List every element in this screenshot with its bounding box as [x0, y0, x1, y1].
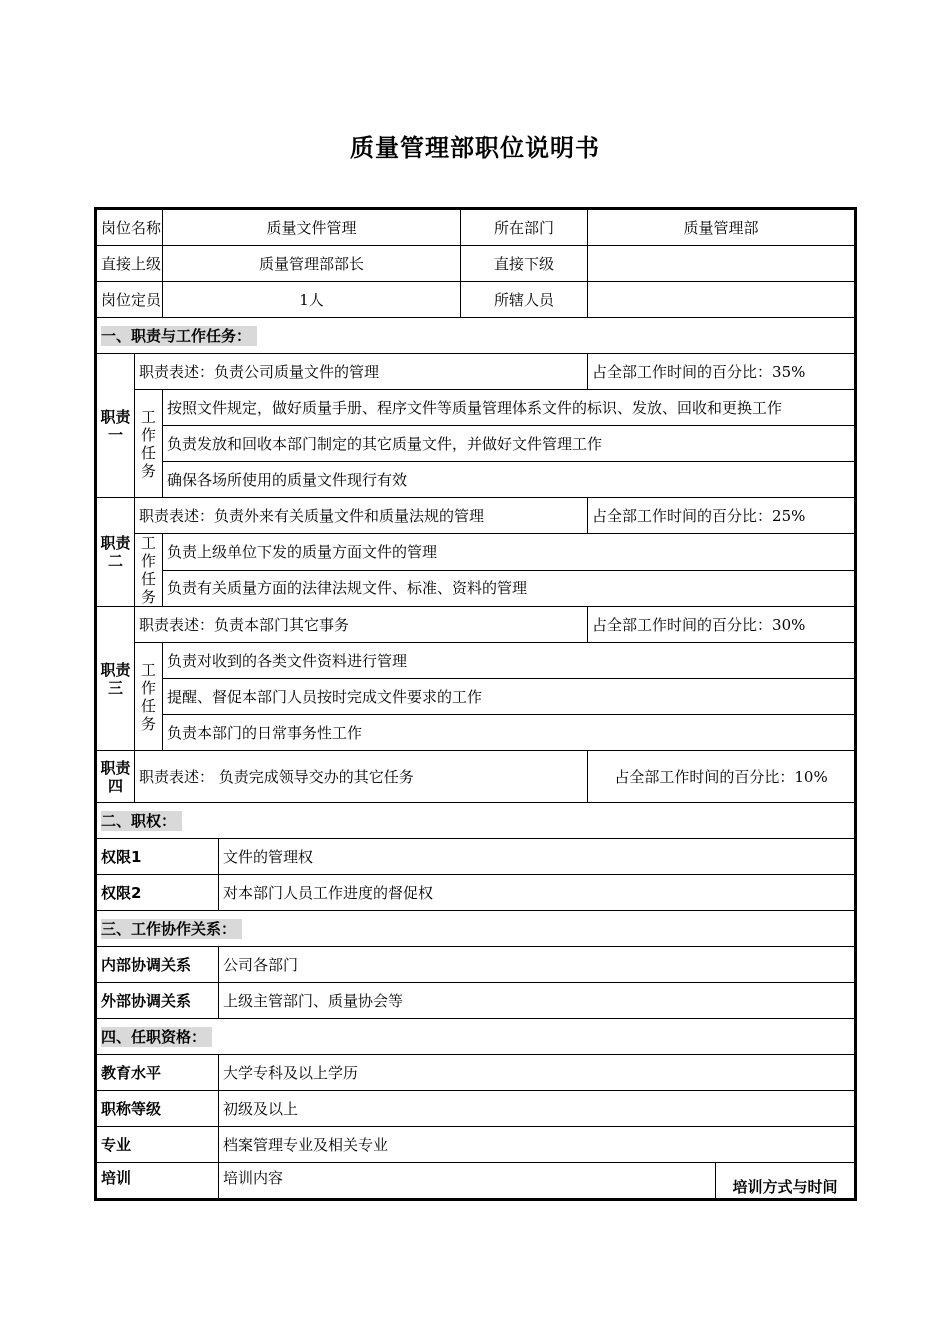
info-row	[97, 210, 855, 246]
qualification-row	[97, 1055, 855, 1091]
task-label: 工作任务	[135, 643, 163, 751]
relation-value: 公司各部门	[219, 947, 855, 983]
label-direct-subordinate: 直接下级	[461, 246, 588, 282]
duty-description: 职责表述：负责外来有关质量文件和质量法规的管理	[135, 498, 588, 534]
duty-description: 职责表述：负责公司质量文件的管理	[135, 354, 588, 390]
duty-row	[97, 607, 855, 643]
section2-heading: 二、职权：	[101, 811, 182, 831]
task-row	[97, 643, 855, 679]
section1-heading: 一、职责与工作任务：	[101, 326, 257, 346]
value-direct-subordinate	[588, 246, 855, 282]
authority-value: 文件的管理权	[219, 839, 855, 875]
label-department: 所在部门	[461, 210, 588, 246]
qualification-row	[97, 1091, 855, 1127]
authority-label: 权限2	[97, 875, 219, 911]
section3-heading: 三、工作协作关系：	[101, 919, 242, 939]
relation-row	[97, 947, 855, 983]
relation-label: 内部协调关系	[97, 947, 219, 983]
task-row	[97, 426, 855, 462]
duty-row	[97, 751, 855, 803]
page-title: 质量管理部职位说明书	[350, 134, 600, 162]
info-row	[97, 246, 855, 282]
task-row	[97, 390, 855, 426]
task-row	[97, 570, 855, 607]
task-row	[97, 462, 855, 498]
qualification-row	[97, 1127, 855, 1163]
duty-label: 职责四	[97, 751, 135, 803]
duty-description: 职责表述：负责本部门其它事务	[135, 607, 588, 643]
label-headcount: 岗位定员	[97, 282, 163, 318]
value-position-name: 质量文件管理	[163, 210, 461, 246]
section-heading	[97, 803, 855, 839]
task-item: 负责对收到的各类文件资料进行管理	[163, 643, 855, 679]
section-heading	[97, 911, 855, 947]
task-item: 负责有关质量方面的法律法规文件、标准、资料的管理	[163, 570, 855, 607]
task-item: 负责发放和回收本部门制定的其它质量文件，并做好文件管理工作	[163, 426, 855, 462]
relation-value: 上级主管部门、质量协会等	[219, 983, 855, 1019]
label-position-name: 岗位名称	[97, 210, 163, 246]
value-headcount: 1人	[163, 282, 461, 318]
qualification-value: 初级及以上	[219, 1091, 855, 1127]
qualification-value: 档案管理专业及相关专业	[219, 1127, 855, 1163]
duty-label: 职责三	[97, 607, 135, 751]
qualification-label: 专业	[97, 1127, 219, 1163]
value-direct-superior: 质量管理部部长	[163, 246, 461, 282]
training-row	[97, 1163, 855, 1199]
task-row	[97, 679, 855, 715]
duty-percent: 占全部工作时间的百分比：25%	[588, 498, 855, 534]
task-row	[97, 715, 855, 751]
authority-row	[97, 875, 855, 911]
duty-label: 职责二	[97, 498, 135, 607]
duty-row	[97, 354, 855, 390]
training-content-header: 培训内容	[219, 1163, 716, 1199]
section-heading	[97, 318, 855, 354]
task-item: 提醒、督促本部门人员按时完成文件要求的工作	[163, 679, 855, 715]
task-item: 负责上级单位下发的质量方面文件的管理	[163, 534, 855, 571]
duty-percent: 占全部工作时间的百分比：35%	[588, 354, 855, 390]
duty-row	[97, 498, 855, 534]
label-staff-managed: 所辖人员	[461, 282, 588, 318]
duty-percent: 占全部工作时间的百分比：10%	[588, 751, 855, 803]
authority-label: 权限1	[97, 839, 219, 875]
qualification-value: 大学专科及以上学历	[219, 1055, 855, 1091]
section4-heading: 四、任职资格：	[101, 1027, 212, 1047]
training-method-header: 培训方式与时间	[716, 1163, 855, 1199]
value-staff-managed	[588, 282, 855, 318]
task-label: 工作任务	[135, 390, 163, 498]
value-department: 质量管理部	[588, 210, 855, 246]
relation-row	[97, 983, 855, 1019]
authority-row	[97, 839, 855, 875]
section-heading	[97, 1019, 855, 1055]
qualification-label: 职称等级	[97, 1091, 219, 1127]
task-label: 工作任务	[135, 534, 163, 607]
label-direct-superior: 直接上级	[97, 246, 163, 282]
relation-label: 外部协调关系	[97, 983, 219, 1019]
training-label: 培训	[97, 1163, 219, 1199]
duty-label: 职责一	[97, 354, 135, 498]
info-row	[97, 282, 855, 318]
qualification-label: 教育水平	[97, 1055, 219, 1091]
task-row	[97, 534, 855, 571]
duty-percent: 占全部工作时间的百分比：30%	[588, 607, 855, 643]
job-description-table	[96, 209, 855, 1199]
task-item: 按照文件规定，做好质量手册、程序文件等质量管理体系文件的标识、发放、回收和更换工作	[163, 390, 855, 426]
task-item: 负责本部门的日常事务性工作	[163, 715, 855, 751]
duty-description: 职责表述： 负责完成领导交办的其它任务	[135, 751, 588, 803]
authority-value: 对本部门人员工作进度的督促权	[219, 875, 855, 911]
task-item: 确保各场所使用的质量文件现行有效	[163, 462, 855, 498]
